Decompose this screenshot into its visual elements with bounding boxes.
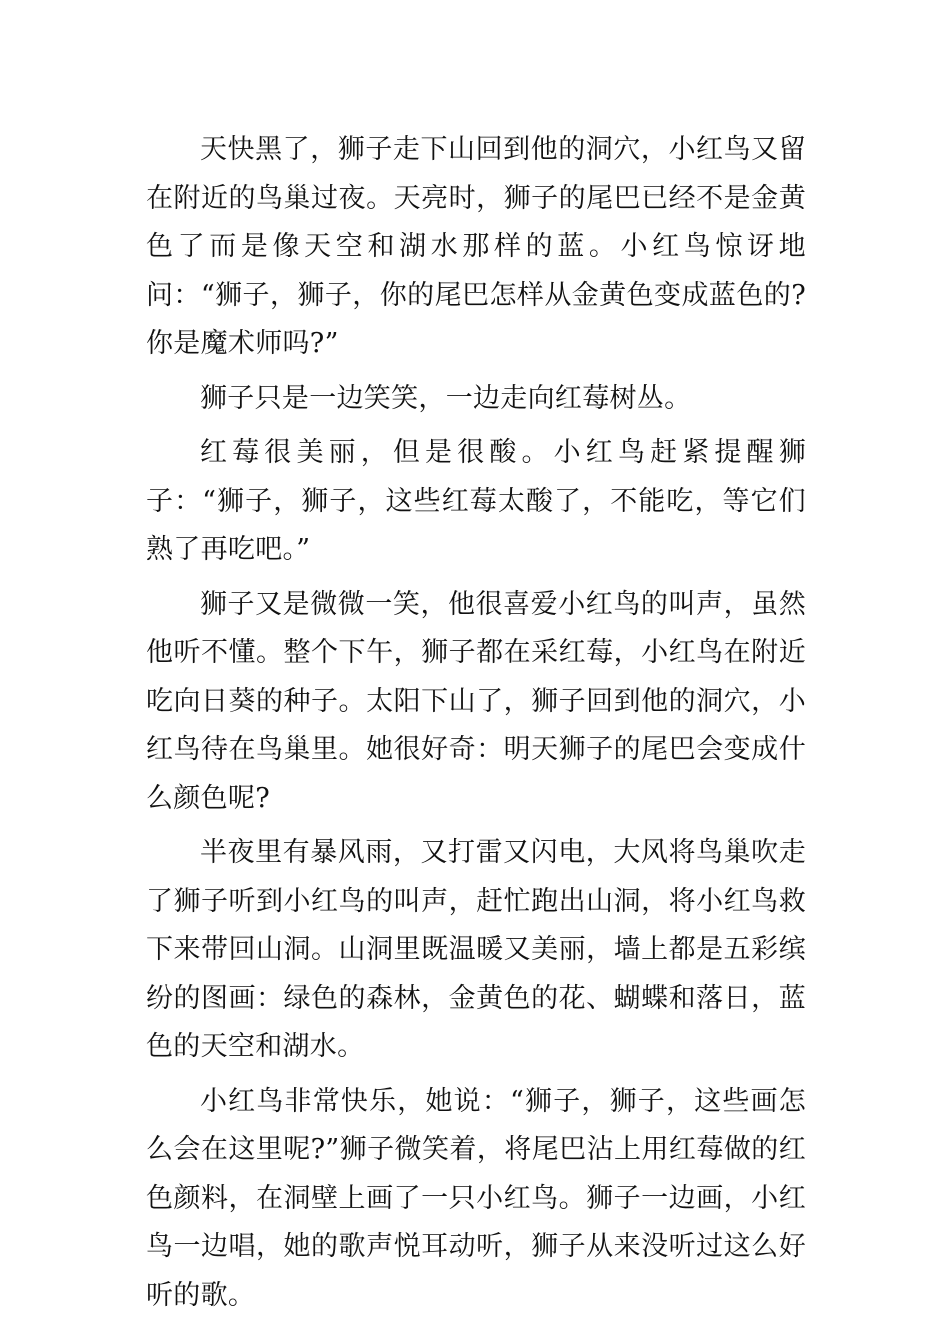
story-text — [146, 126, 806, 1320]
paragraph: 红莓很美丽，但是很酸。小红鸟赶紧提醒狮子：“狮子，狮子，这些红莓太酸了，不能吃，等它们熟了再吃吧。” — [146, 437, 806, 565]
paragraph: 天快黑了，狮子走下山回到他的洞穴，小红鸟又留在附近的鸟巢过夜。天亮时，狮子的尾巴已经不是金黄色了而是像天空和湖水那样的蓝。小红鸟惊讶地问：“狮子，狮子，你的尾巴怎样从金黄色变成蓝色的?你是魔术师吗?” — [146, 134, 806, 359]
paragraph: 半夜里有暴风雨，又打雷又闪电，大风将鸟巢吹走了狮子听到小红鸟的叫声，赶忙跑出山洞，将小红鸟救下来带回山洞。山洞里既温暖又美丽，墙上都是五彩缤纷的图画：绿色的森林，金黄色的花、蝴蝶和落日，蓝色的天空和湖水。 — [146, 837, 806, 1062]
paragraph: 狮子又是微微一笑，他很喜爱小红鸟的叫声，虽然他听不懂。整个下午，狮子都在采红莓，小红鸟在附近吃向日葵的种子。太阳下山了，狮子回到他的洞穴，小红鸟待在鸟巢里。她很好奇：明天狮子的尾巴会变成什么颜色呢? — [146, 588, 806, 814]
paragraph: 狮子只是一边笑笑，一边走向红莓树丛。 — [200, 382, 692, 414]
paragraph: 小红鸟非常快乐，她说：“狮子，狮子，这些画怎么会在这里呢?”狮子微笑着，将尾巴沾上用红莓做的红色颜料，在洞壁上画了一只小红鸟。狮子一边画，小红鸟一边唱，她的歌声悦耳动听，狮子从来没听过这么好听的歌。 — [146, 1085, 806, 1311]
